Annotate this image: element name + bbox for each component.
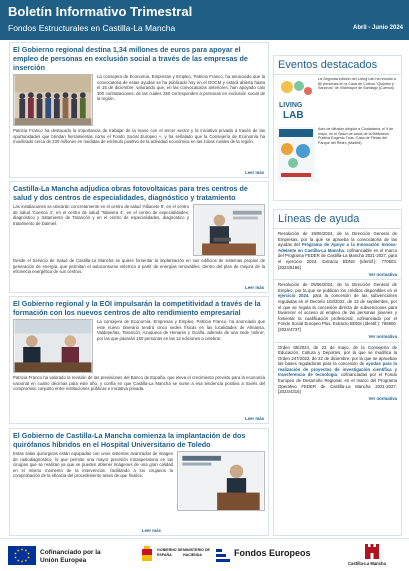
spain-coat-of-arms-icon bbox=[140, 545, 154, 565]
article-paragraph: Desde el Servicio de Salud de Castilla-La Mancha se quiere fomentar la implantación en sus edificios de sistemas propios de generación de energía, que permitan el autoconsumo eléctrico a partir de energías renovables, dentro del plan de mejora de la eficiencia energética de sus centros. bbox=[13, 258, 265, 275]
meeting-photo-image bbox=[13, 319, 93, 373]
aid-item bbox=[274, 280, 401, 342]
read-more-link[interactable]: Leer más bbox=[245, 285, 264, 290]
view-regulation-link[interactable]: Ver normativa bbox=[368, 396, 397, 402]
cofinanced-text: Cofinanciado por la Unión Europea bbox=[40, 549, 101, 564]
article-eoi-competitividad bbox=[9, 296, 269, 424]
living-lab-logo-icon bbox=[277, 77, 315, 121]
article-paragraph: Las instalaciones se ubicarán concretamente en el centro de salud 'Albacete 8', en el centro de salud 'Cuenca 4', en el centro de salud 'Talavera 4', en el centro de especialidades, diagnóstico y tratamiento de Tarancón y en el centro de especialidades, diagnóstico y tratamiento de Daimiel. bbox=[13, 204, 189, 226]
svg-text:LIVING: LIVING bbox=[279, 102, 303, 109]
aid-program-link[interactable]: Programa de Apoyo a la Innovación Innova-Adelante en Castilla-La Mancha bbox=[278, 242, 397, 253]
aid-text: , cofinanciadas por el Fondo Europeo de Desarrollo Regional, en el marco del Programa Operativo FEDER de Castilla-La Mancha 2021-2027. [2024/4316] bbox=[278, 372, 397, 395]
article-quirofanos bbox=[9, 428, 269, 536]
article-fotovoltaicas bbox=[9, 181, 269, 293]
header-banner bbox=[0, 0, 409, 40]
read-more-link[interactable]: Leer más bbox=[142, 528, 161, 533]
bulletin-date: Abril - Junio 2024 bbox=[352, 25, 403, 31]
eu-flag-icon bbox=[8, 546, 36, 565]
aid-item bbox=[274, 343, 401, 404]
aid-text: Resolución de 05/06/2024, de la Dirección General de Empleo, por la que se publican los créditos disponibles en el bbox=[278, 282, 397, 293]
fondos-europeos-logo-icon bbox=[216, 547, 232, 563]
article-title[interactable]: El Gobierno regional destina 1,34 millones de euros para apoyar el empleo de personas en exclusión social a través de las empresas de inserción bbox=[13, 45, 248, 72]
aid-lines-panel bbox=[273, 209, 402, 536]
aid-text: , para la concesión de las subvenciones reguladas en el Decreto 103/2022, de 13 de septiembre, por el que se regula la concesión directa de subvenciones para favorecer el acceso al empleo de las personas jóvenes y fomentar la cualificación profesional, cofinanciado por el Fondo Social Europeo Plus. Extracto BDNS (Identif.): 766900. [2024/4737] bbox=[278, 293, 397, 332]
press-conference-image bbox=[193, 204, 265, 256]
event-item-difusion[interactable] bbox=[274, 125, 401, 187]
aid-lines-title: Líneas de ayuda bbox=[274, 210, 401, 229]
aid-program-link[interactable]: ayudas para la realización de proyectos de investigación científica y transferencia de tecnología bbox=[278, 361, 397, 378]
svg-text:LAB: LAB bbox=[283, 110, 304, 121]
events-title: Eventos destacados bbox=[274, 56, 401, 75]
clm-castle-icon bbox=[363, 541, 381, 559]
article-paragraph: Patricia Franco ha destacado la importancia de trabajar de la mano con el tercer sector y la iniciativa privada a través de las oportunidades que brindan herramientas como el Fondo Social Europeo +, y ha señalado que la Consejería de Economía ha movilizado cerca de 230 millones en medidas de estímulo positivo de la actividad económica en las zonas rurales de la región. bbox=[13, 128, 265, 145]
event-item-living-lab[interactable] bbox=[274, 75, 401, 125]
article-title[interactable]: Castilla-La Mancha adjudica obras fotovoltaicas para tres centros de salud y dos centros de especialidades, diagnóstico y tratamiento bbox=[13, 184, 248, 202]
bulletin-title: Boletín Informativo Trimestral bbox=[8, 4, 193, 19]
article-paragraph: La consejera de Economía, Empresas y Empleo, Patricia Franco, ha anunciado que este nuevo itinerario tendrá cinco sedes físicas en las localidades de Almansa, Valdepeñas, Tarancón, Azuqueca de Henares y Ocaña, además de una sede 'online', por las que pasarán 160 personas en las 12 ediciones a celebrar. bbox=[97, 319, 265, 341]
gobierno-text: GOBIERNO DE ESPAÑA bbox=[157, 548, 183, 557]
bulletin-subtitle: Fondos Estructurales en Castilla-La Mancha bbox=[8, 23, 176, 33]
read-more-link[interactable]: Leer más bbox=[245, 170, 264, 175]
aid-text: , cofinanciable en el marco del Programa FEDER de Castilla-La Mancha 2021-2027, para el ejercicio 2024. Extracto BDNS (Identif.): 770503. [2024/5166] bbox=[278, 247, 397, 270]
aid-program-link[interactable]: ejercicio 2024 bbox=[278, 293, 309, 299]
ministerio-text: MINISTERIO DE HACIENDA bbox=[183, 548, 210, 557]
hospital-speaker-image bbox=[177, 451, 265, 511]
events-panel bbox=[273, 55, 402, 201]
event-poster-image bbox=[277, 127, 315, 181]
event-description: Acto de difusión dirigido a Ciudadanía, el 9 de mayo, en el Salón de actos de la Biblioteca Pública Eugenio Trías, Casa de Fieras del Parque del Retiro (Madrid). bbox=[318, 127, 394, 145]
aid-text: Resolución de 19/06/2024, de la Dirección General de Empresas, por la que se aprueba la convocatoria de las ayudas del bbox=[278, 231, 397, 248]
footer-logos bbox=[0, 538, 409, 571]
article-paragraph: La consejera de Economía, Empresas y Empleo, Patricia Franco, ha anunciado que la convocatoria de estas ayudas se ha publicado hoy en el DOCM y estará abierta hasta el 15 de diciembre, valorando que, en las convocatorias anteriores, han apoyado casi 300 contrataciones, de las cuales 250 corresponden a personas en exclusión social de la región. bbox=[97, 74, 265, 102]
fondos-europeos-text: Fondos Europeos bbox=[234, 548, 311, 558]
aid-text: Orden 85/2024, de 23 de mayo, de la Consejería de Educación, Cultura y Deportes, por la que se modifica la Orden 247/2022, de 22 de diciembre, por la que se aprueban las bases reguladoras para la concesión de bbox=[278, 344, 397, 367]
clm-text: Castilla-La Mancha bbox=[348, 561, 386, 566]
read-more-link[interactable]: Leer más bbox=[245, 416, 264, 421]
article-empleo-exclusion bbox=[9, 42, 269, 178]
view-regulation-link[interactable]: Ver normativa bbox=[368, 271, 397, 277]
view-regulation-link[interactable]: Ver normativa bbox=[368, 333, 397, 339]
event-description: La Segunda edición del Living Lab ha reunido a 80 personas en la Casa de Cultura "Quijotes y Sanchos" de Villamayor de Santiago (Cuenca) bbox=[318, 77, 396, 91]
article-title[interactable]: El Gobierno de Castilla-La Mancha comienza la implantación de dos quirófanos híbridos en el Hospital Universitario de Toledo bbox=[13, 431, 246, 449]
article-paragraph: Estas salas quirúrgicas están equipadas con unos sistemas avanzados de imagen de radiodiagnóstico, lo que permite una mayor precisión intraoperatoria en las cirugías que se realizan ya que se pueden obtener imágenes de una gran calidad en el mismo momento de la intervención, facilitando a los cirujanos la comprobación de la eficacia del procedimiento antes de que finalice. bbox=[13, 451, 173, 479]
article-title[interactable]: El Gobierno regional y la EOI impulsarán la competitividad a través de la formación con los nuevos centros de alto rendimiento empresarial bbox=[13, 299, 261, 317]
article-paragraph: Patricia Franco ha valorado la revisión de las previsiones del Banco de España, que eleva el crecimiento previsto para la economía nacional en cuatro décimas para este año, y confía en que Castilla-La Mancha se sume a esa tendencia positiva a través del compromiso conjunto entre instituciones públicas e iniciativa privada. bbox=[13, 375, 265, 392]
group-photo-image bbox=[13, 74, 93, 126]
aid-item bbox=[274, 229, 401, 280]
